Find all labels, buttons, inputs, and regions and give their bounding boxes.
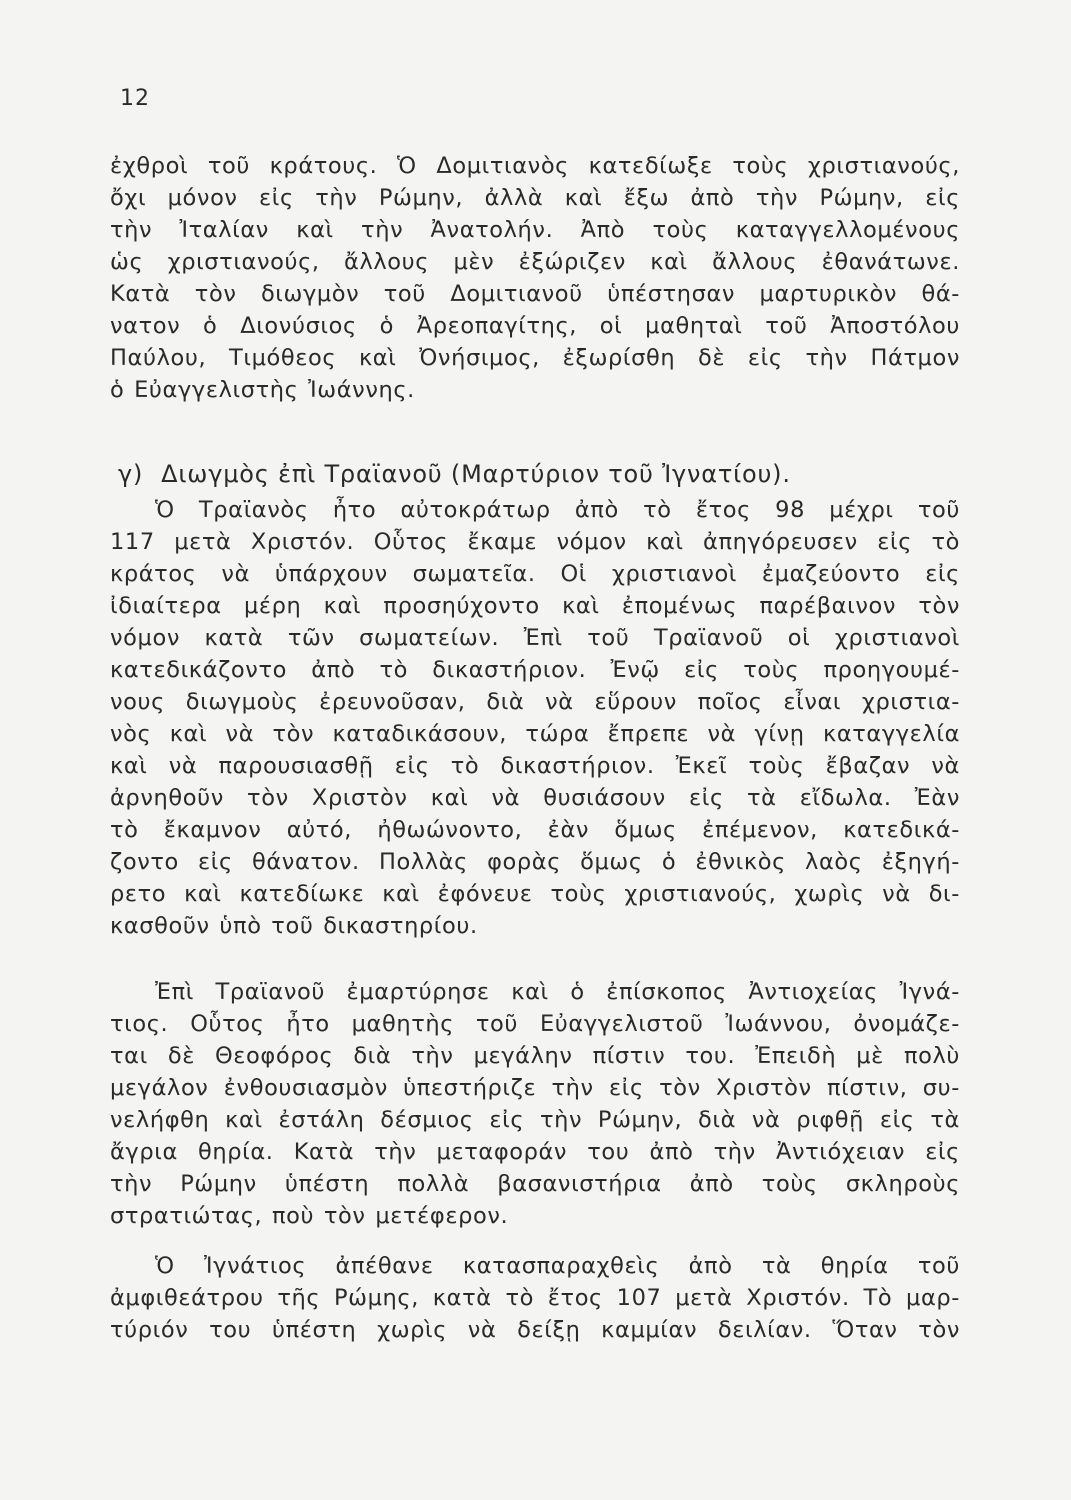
text-line: ἀμφιθεάτρου τῆς Ρώμης, κατὰ τὸ ἔτος 107 μετὰ Χριστόν. Τὸ μαρ-	[110, 1285, 960, 1311]
text-line: κατεδικάζοντο ἀπὸ τὸ δικαστήριον. Ἐνῷ εἰς τοὺς προηγουμέ-	[110, 657, 960, 683]
text-line: ἐχθροὶ τοῦ κράτους. Ὁ Δομιτιανὸς κατεδίωξε τοὺς χριστιανούς,	[110, 153, 960, 179]
text-line: κράτος νὰ ὑπάρχουν σωματεῖα. Οἱ χριστιανοὶ ἐμαζεύοντο εἰς	[110, 561, 960, 587]
text-line: ται δὲ Θεοφόρος διὰ τὴν μεγάλην πίστιν του. Ἐπειδὴ μὲ πολὺ	[110, 1043, 960, 1069]
text-line: μεγάλον ἐνθουσιασμὸν ὑπεστήριζε τὴν εἰς τὸν Χριστὸν πίστιν, συ-	[110, 1075, 960, 1101]
text-line: ἰδιαίτερα μέρη καὶ προσηύχοντο καὶ ἐπομένως παρέβαινον τὸν	[110, 593, 960, 619]
text-line: ζοντο εἰς θάνατον. Πολλὰς φορὰς ὅμως ὁ ἐθνικὸς λαὸς ἐξηγή-	[110, 849, 960, 875]
paragraph-4	[110, 1250, 960, 1346]
text-line: ὁ Εὐαγγελιστὴς Ἰωάννης.	[110, 377, 415, 403]
paragraph-3	[110, 976, 960, 1232]
text-line: Κατὰ τὸν διωγμὸν τοῦ Δομιτιανοῦ ὑπέστησαν μαρτυρικὸν θά-	[110, 281, 960, 307]
text-line: ἀρνηθοῦν τὸν Χριστὸν καὶ νὰ θυσιάσουν εἰς τὰ εἴδωλα. Ἐὰν	[110, 785, 960, 811]
text-line: κασθοῦν ὑπὸ τοῦ δικαστηρίου.	[110, 913, 478, 939]
text-line: νατον ὁ Διονύσιος ὁ Ἀρεοπαγίτης, οἱ μαθηταὶ τοῦ Ἀποστόλου	[110, 313, 960, 339]
text-line: Ἐπὶ Τραϊανοῦ ἐμαρτύρησε καὶ ὁ ἐπίσκοπος Ἀντιοχείας Ἰγνά-	[155, 979, 960, 1005]
text-line: ὄχι μόνον εἰς τὴν Ρώμην, ἀλλὰ καὶ ἔξω ἀπὸ τὴν Ρώμην, εἰς	[110, 185, 960, 211]
text-line: ἄγρια θηρία. Κατὰ τὴν μεταφοράν του ἀπὸ τὴν Ἀντιόχειαν εἰς	[110, 1139, 960, 1165]
text-line: 117 μετὰ Χριστόν. Οὗτος ἔκαμε νόμον καὶ ἀπηγόρευσεν εἰς τὸ	[110, 529, 960, 555]
section-heading	[118, 460, 791, 488]
text-line: τὴν Ρώμην ὑπέστη πολλὰ βασανιστήρια ἀπὸ τοὺς σκληροὺς	[110, 1171, 960, 1197]
text-line: Ὁ Ἰγνάτιος ἀπέθανε κατασπαραχθεὶς ἀπὸ τὰ θηρία τοῦ	[155, 1253, 960, 1279]
text-line: τὴν Ἰταλίαν καὶ τὴν Ἀνατολήν. Ἀπὸ τοὺς καταγγελλομένους	[110, 217, 960, 243]
text-line: ρετο καὶ κατεδίωκε καὶ ἐφόνευε τοὺς χριστιανούς, χωρὶς νὰ δι-	[110, 881, 960, 907]
text-line: Παύλου, Τιμόθεος καὶ Ὀνήσιμος, ἐξωρίσθη δὲ εἰς τὴν Πάτμον	[110, 345, 960, 371]
paragraph-1	[110, 150, 960, 406]
paragraph-2	[110, 494, 960, 942]
text-line: νὸς καὶ νὰ τὸν καταδικάσουν, τώρα ἔπρεπε νὰ γίνῃ καταγγελία	[110, 721, 960, 747]
text-line: Ὁ Τραϊανὸς ἦτο αὐτοκράτωρ ἀπὸ τὸ ἔτος 98 μέχρι τοῦ	[155, 497, 960, 523]
text-line: στρατιώτας, ποὺ τὸν μετέφερον.	[110, 1203, 509, 1229]
text-line: νελήφθη καὶ ἐστάλη δέσμιος εἰς τὴν Ρώμην, διὰ νὰ ριφθῇ εἰς τὰ	[110, 1107, 960, 1133]
text-line: τὸ ἔκαμνον αὐτό, ἠθωώνοντο, ἐὰν ὅμως ἐπέμενον, κατεδικά-	[110, 817, 960, 843]
text-line: τύριόν του ὑπέστη χωρὶς νὰ δείξῃ καμμίαν δειλίαν. Ὅταν τὸν	[110, 1317, 960, 1343]
text-line: καὶ νὰ παρουσιασθῇ εἰς τὸ δικαστήριον. Ἐκεῖ τοὺς ἔβαζαν νὰ	[110, 753, 960, 779]
text-line: ὡς χριστιανούς, ἄλλους μὲν ἐξώριζεν καὶ ἄλλους ἐθανάτωνε.	[110, 249, 960, 275]
text-line: νόμον κατὰ τῶν σωματείων. Ἐπὶ τοῦ Τραϊανοῦ οἱ χριστιανοὶ	[110, 625, 960, 651]
page-number: 12	[120, 86, 150, 111]
text-line: νους διωγμοὺς ἐρευνοῦσαν, διὰ νὰ εὕρουν ποῖος εἶναι χριστια-	[110, 689, 960, 715]
section-letter: γ)	[118, 460, 144, 488]
text-line: τιος. Οὗτος ἦτο μαθητὴς τοῦ Εὐαγγελιστοῦ Ἰωάννου, ὀνομάζε-	[110, 1011, 960, 1037]
section-title: Διωγμὸς ἐπὶ Τραϊανοῦ (Μαρτύριον τοῦ Ἰγνατίου).	[161, 460, 791, 488]
